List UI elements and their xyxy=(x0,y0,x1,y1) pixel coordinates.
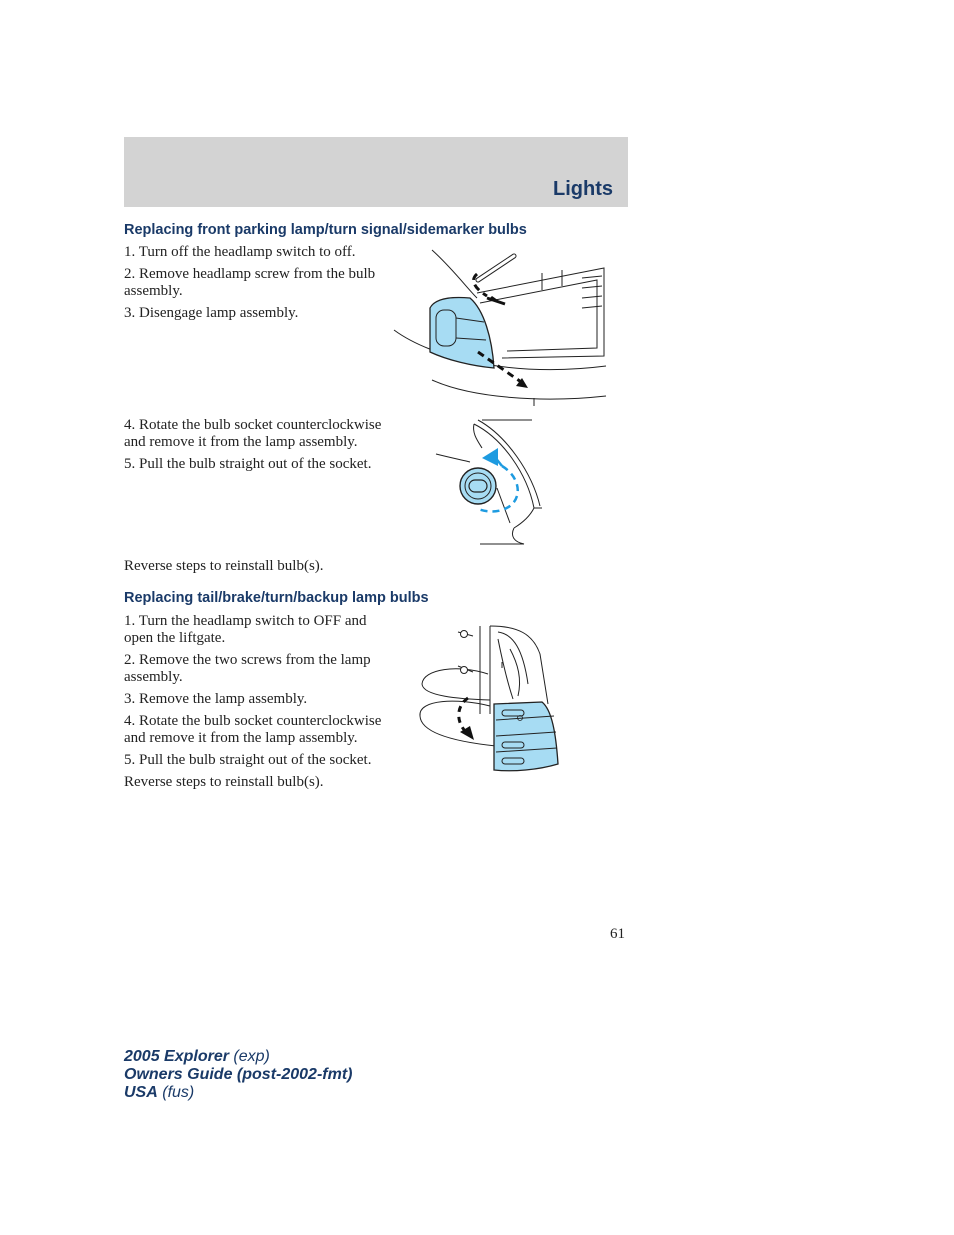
footer-market: USA xyxy=(124,1084,158,1101)
footer-model-code: (exp) xyxy=(233,1048,270,1065)
step-item: 3. Remove the lamp assembly. xyxy=(124,691,308,707)
section-header-band xyxy=(124,137,628,207)
step-item: 2. Remove the two screws from the lamp assembly. xyxy=(124,652,371,685)
tail-lamp-steps xyxy=(124,613,384,796)
step-item: 1. Turn the headlamp switch to OFF and open the liftgate. xyxy=(124,613,367,646)
front-lamp-steps-part2 xyxy=(124,417,384,478)
step-item: Reverse steps to reinstall bulb(s). xyxy=(124,774,324,790)
reverse-steps-note: Reverse steps to reinstall bulb(s). xyxy=(124,558,324,574)
heading-tail-lamp: Replacing tail/brake/turn/backup lamp bulbs xyxy=(124,590,429,606)
footer-market-code: (fus) xyxy=(162,1084,195,1101)
footer-model: 2005 Explorer xyxy=(124,1048,229,1065)
document-footer xyxy=(124,1048,352,1102)
step-item: 2. Remove headlamp screw from the bulb assembly. xyxy=(124,266,376,299)
section-title: Lights xyxy=(553,178,613,200)
step-item: 5. Pull the bulb straight out of the socket. xyxy=(124,456,372,472)
step-item: 4. Rotate the bulb socket counterclockwise and remove it from the lamp assembly. xyxy=(124,713,382,746)
bulb-socket-rotation-illustration xyxy=(432,418,542,548)
headlamp-removal-illustration xyxy=(392,248,608,408)
front-lamp-steps-part1 xyxy=(124,244,384,327)
step-item: 4. Rotate the bulb socket counterclockwise and remove it from the lamp assembly. xyxy=(124,417,382,450)
step-item: 5. Pull the bulb straight out of the socket. xyxy=(124,752,372,768)
step-item: 1. Turn off the headlamp switch to off. xyxy=(124,244,356,260)
footer-guide: Owners Guide (post-2002-fmt) xyxy=(124,1066,353,1083)
page-number: 61 xyxy=(610,926,625,942)
step-item: 3. Disengage lamp assembly. xyxy=(124,305,299,321)
tail-lamp-removal-illustration xyxy=(418,624,564,776)
heading-front-parking-lamp: Replacing front parking lamp/turn signal/sidemarker bulbs xyxy=(124,222,527,238)
